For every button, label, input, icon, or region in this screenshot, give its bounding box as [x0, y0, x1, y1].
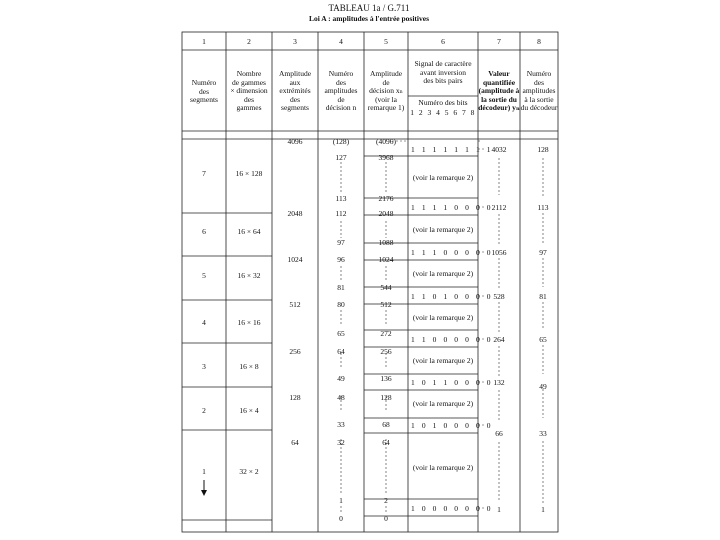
segment-ranges: 16 × 4	[239, 406, 259, 415]
col-6-bit-numbers: 1 2 3 4 5 6 7 8	[410, 108, 476, 117]
segment-number: 7	[202, 169, 206, 178]
output-number: 81	[539, 292, 547, 301]
output-number: 97	[539, 248, 547, 257]
code-word: 1 0 0 0 0 0 0 0	[411, 504, 494, 513]
segment-end-amplitude: 2048	[287, 209, 303, 218]
col-1-header: Numéro des segments	[190, 78, 218, 105]
decision-number: 113	[335, 194, 347, 203]
code-word: 1 1 1 1 1 1 1 1	[411, 145, 494, 154]
code-word: 1 0 1 0 0 0 0 0	[411, 421, 494, 430]
col-2-number: 2	[247, 37, 251, 46]
output-number: 65	[539, 335, 547, 344]
decision-number: 49	[337, 374, 345, 383]
quantized-value: 264	[493, 335, 505, 344]
segment-ranges: 16 × 32	[237, 271, 261, 280]
down-arrow-icon	[201, 480, 207, 496]
decision-amplitude: 128	[380, 393, 392, 402]
segment-number: 5	[202, 271, 206, 280]
output-number: 49	[539, 382, 547, 391]
decision-amplitude: 2	[384, 496, 388, 505]
decision-number: 0	[339, 514, 343, 523]
remark-text: (voir la remarque 2)	[412, 463, 474, 472]
segment-end-amplitude: 1024	[287, 255, 303, 264]
decision-amplitude: 2048	[378, 209, 394, 218]
col-3-header: Amplitude aux extrémités des segments	[278, 69, 312, 113]
code-word: 1 1 0 1 0 0 0 0	[411, 292, 494, 301]
decision-amplitude: 2176	[378, 194, 394, 203]
quantized-value: 2112	[491, 203, 507, 212]
segment-end-amplitude: 64	[291, 438, 299, 447]
col-7-header: Valeur quantifiée (amplitude à la sortie du décodeur) yₙ	[478, 69, 520, 113]
output-number: 33	[539, 429, 547, 438]
decision-amplitude: 3968	[378, 153, 394, 162]
col-4-number: 4	[339, 37, 343, 46]
code-word: 1 1 1 1 0 0 0 0	[411, 203, 494, 212]
output-number: 128	[537, 145, 549, 154]
col-1-number: 1	[202, 37, 206, 46]
decision-number: 32	[337, 438, 345, 447]
output-number: 113	[537, 203, 549, 212]
decision-number: 65	[337, 329, 345, 338]
segment-ranges: 16 × 128	[235, 169, 263, 178]
segment-ranges: 16 × 16	[237, 318, 261, 327]
decision-number: 48	[337, 393, 345, 402]
decision-number: 1	[339, 496, 343, 505]
decision-number: 96	[337, 255, 345, 264]
decision-number: 112	[335, 209, 347, 218]
decision-number: 81	[337, 283, 345, 292]
decision-number: (128)	[332, 137, 350, 146]
quantized-value: 66	[495, 429, 503, 438]
col-7-number: 7	[497, 37, 501, 46]
segment-number: 3	[202, 362, 206, 371]
remark-text: (voir la remarque 2)	[412, 225, 474, 234]
decision-number: 80	[337, 300, 345, 309]
segment-end-amplitude: 512	[289, 300, 301, 309]
quantized-value: 1056	[491, 248, 507, 257]
segment-ranges: 16 × 8	[239, 362, 259, 371]
col-6-header: Signal de caractère avant inversion des bits pairs	[414, 59, 472, 86]
segment-number: 6	[202, 227, 206, 236]
col-8-header: Numéro des amplitudes à la sortie du décodeur	[520, 69, 558, 113]
decision-amplitude: 136	[380, 374, 392, 383]
remark-text: (voir la remarque 2)	[412, 173, 474, 182]
remark-text: (voir la remarque 2)	[412, 313, 474, 322]
decision-amplitude: 64	[382, 438, 390, 447]
decision-amplitude: 544	[380, 283, 392, 292]
table-title: TABLEAU 1a / G.711	[328, 3, 410, 13]
decision-amplitude: 1088	[378, 238, 394, 247]
remark-text: (voir la remarque 2)	[412, 269, 474, 278]
table-subtitle: Loi A : amplitudes à l'entrée positives	[309, 14, 429, 23]
remark-text: (voir la remarque 2)	[412, 399, 474, 408]
decision-amplitude: 68	[382, 420, 390, 429]
decision-number: 127	[335, 153, 347, 162]
segment-ranges: 16 × 64	[237, 227, 261, 236]
segment-end-amplitude: 128	[289, 393, 301, 402]
decision-number: 97	[337, 238, 345, 247]
segment-end-amplitude: 4096	[287, 137, 303, 146]
code-word: 1 0 1 1 0 0 0 0	[411, 378, 494, 387]
segment-number: 2	[202, 406, 206, 415]
decision-amplitude: 256	[380, 347, 392, 356]
decision-amplitude: 0	[384, 514, 388, 523]
decision-number: 33	[337, 420, 345, 429]
quantized-value: 132	[493, 378, 505, 387]
col-3-number: 3	[293, 37, 297, 46]
decision-amplitude: 272	[380, 329, 392, 338]
segment-number: 1	[202, 467, 206, 476]
code-word: 1 1 0 0 0 0 0 0	[411, 335, 494, 344]
segment-ranges: 32 × 2	[239, 467, 259, 476]
col-5-header: Amplitude de décision xₙ (voir la remarque 1)	[367, 69, 405, 113]
quantized-value: 528	[493, 292, 505, 301]
quantized-value: 1	[497, 505, 501, 514]
col-6-subheader: Numéro des bits	[418, 98, 468, 107]
decision-number: 64	[337, 347, 345, 356]
decision-amplitude: 512	[380, 300, 392, 309]
segment-number: 4	[202, 318, 206, 327]
quantized-value: 4032	[491, 145, 507, 154]
decision-amplitude: (4096)	[376, 137, 396, 146]
col-8-number: 8	[537, 37, 541, 46]
col-5-number: 5	[384, 37, 388, 46]
remark-text: (voir la remarque 2)	[412, 356, 474, 365]
decision-amplitude: 1024	[378, 255, 394, 264]
col-4-header: Numéro des amplitudes de décision n	[324, 69, 358, 113]
col-6-number: 6	[441, 37, 445, 46]
col-2-header: Nombre de gammes × dimension des gammes	[230, 69, 268, 113]
code-word: 1 1 1 0 0 0 0 0	[411, 248, 494, 257]
output-number: 1	[541, 505, 545, 514]
segment-end-amplitude: 256	[289, 347, 301, 356]
